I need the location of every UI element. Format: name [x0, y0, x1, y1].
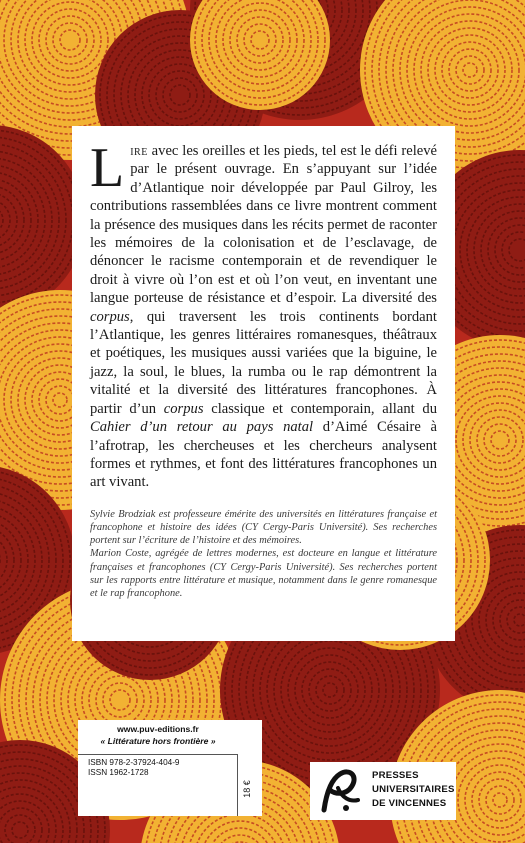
blurb-corpus-2: corpus	[163, 400, 204, 417]
bio-sylvie-brodziak: Sylvie Brodziak est professeure émérite des universités en littératures française et francophone et histoire des idées (CY Cergy-Paris Université). Ses recherches portent sur l’écriture de l’histoire et des mémoires.	[90, 508, 437, 547]
blurb-part-4: d’Aimé Césaire à l’afrotrap, les chercheuses et les chercheurs analysent formes et rythmes, et font des littératures francophones un art vivant.	[90, 419, 437, 491]
publisher-name-line-3: DE VINCENNES	[372, 798, 447, 809]
price-label	[241, 776, 258, 806]
bio-marion-coste: Marion Coste, agrégée de lettres modernes, est docteure en langue et littérature françaises et francophones (CY Cergy-Paris Université). Ses recherches portent sur les rapports entre littérature et musique, notamment dans le genre romanesque et le rap francophone.	[90, 548, 437, 599]
issn: ISSN 1962-1728	[88, 768, 149, 777]
back-cover-text-panel	[72, 126, 455, 641]
barcode-area	[78, 754, 238, 816]
publisher-name-line-1: PRESSES	[372, 770, 419, 781]
isbn: ISBN 978-2-37924-404-9	[88, 758, 180, 767]
book-blurb	[90, 137, 437, 492]
blurb-corpus-1: corpus	[90, 308, 130, 325]
blurb-part-2: , qui traversent les trois continents bordant l’Atlantique, les genres littéraires romanesques, théâtraux et poétiques, les musiques aussi variées que la biguine, le jazz, la soul, le blues, la rumba ou le rap démontrent la vitalité et la diversité des littératures francophones. À partir d’un	[90, 308, 437, 417]
blurb-cahier-title: Cahier d’un retour au pays natal	[90, 419, 314, 436]
drop-cap: L	[90, 137, 125, 199]
puv-logo-icon	[316, 766, 362, 816]
price-value: 18 €	[241, 780, 252, 798]
publisher-url[interactable]: www.puv-editions.fr	[117, 724, 199, 734]
series-name: « Littérature hors frontière »	[100, 736, 216, 746]
blurb-lead: ire	[130, 143, 148, 159]
blurb-part-3: classique et contemporain, allant du	[203, 400, 437, 417]
blurb-part-1: avec les oreilles et les pieds, tel est le défi relevé par le présent ouvrage. En s’appuyant sur l’idée d’Atlantique noir développée par Paul Gilroy, les contributions rassemblées dans ce livre montrent comment la présence des musiques dans les récits permet de raconter les mémoires de la colonisation et de l’esclavage, de dénoncer le racisme contemporain et de revendiquer le droit à vivre où l’on est et où l’on veut, en inventant une langue porteuse de résistance et d’espoir. La diversité des	[90, 143, 437, 307]
publisher-name	[372, 769, 454, 811]
publication-info-box	[78, 720, 262, 816]
publisher-name-line-2: UNIVERSITAIRES	[372, 784, 455, 795]
publisher-block	[310, 762, 456, 820]
info-top	[78, 720, 238, 753]
author-bios	[90, 508, 437, 600]
